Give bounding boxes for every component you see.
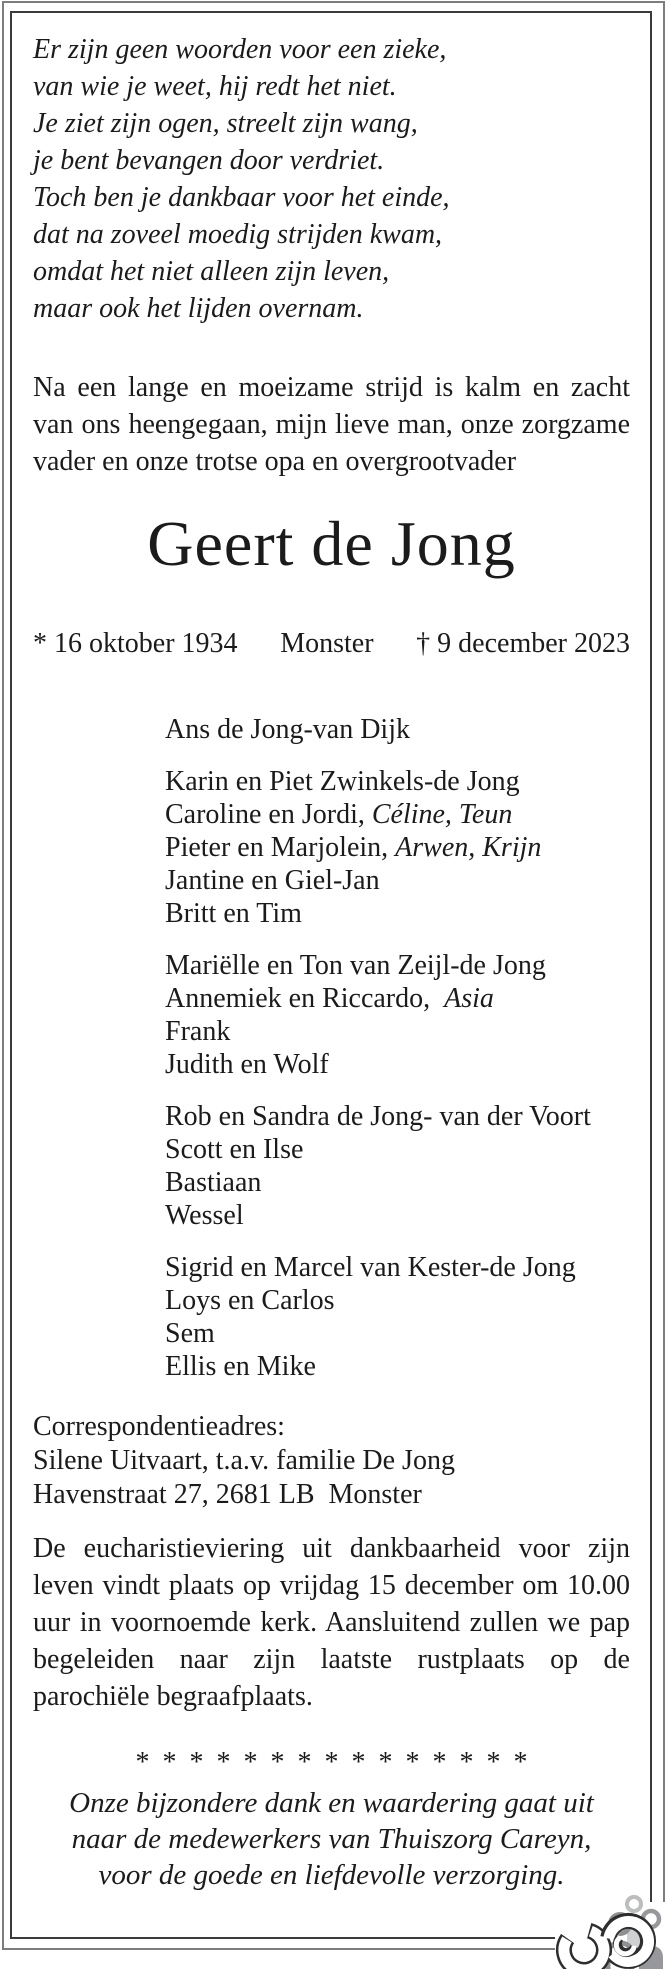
poem-line: maar ook het lijden overnam. (33, 293, 364, 324)
thanks-note (33, 1785, 630, 1893)
poem-line: je bent bevangen door verdriet. (33, 145, 385, 176)
family-member-names: Judith en Wolf (165, 1049, 329, 1080)
family-member-italic-names: Arwen, Krijn (395, 832, 542, 863)
family-member-line (165, 1166, 630, 1199)
family-member-line (165, 1251, 630, 1284)
correspondence-line: Havenstraat 27, 2681 LB Monster (33, 1479, 422, 1510)
family-group (165, 949, 630, 1081)
family-member-names: Jantine en Giel-Jan (165, 865, 380, 896)
correspondence-label: Correspondentieadres: (33, 1411, 285, 1442)
obituary-content (33, 11, 630, 1893)
family-member-line (165, 982, 630, 1015)
death-date: † 9 december 2023 (416, 628, 630, 659)
family-member-line (165, 1100, 630, 1133)
poem-line: dat na zoveel moedig strijden kwam, (33, 219, 443, 250)
poem-line: Je ziet zijn ogen, streelt zijn wang, (33, 108, 418, 139)
birth-death-dates-line (33, 625, 630, 662)
family-member-line (165, 897, 630, 930)
family-member-line (165, 864, 630, 897)
family-member-line (165, 831, 630, 864)
family-member-names: Scott en Ilse (165, 1134, 304, 1165)
family-group (165, 713, 630, 746)
family-group (165, 1251, 630, 1383)
birth-date: * 16 oktober 1934 (33, 628, 238, 659)
funeral-home-logo (551, 1866, 669, 1969)
family-member-line (165, 1048, 630, 1081)
family-member-names: Karin en Piet Zwinkels-de Jong (165, 766, 520, 797)
family-list (165, 713, 630, 1383)
family-member-line (165, 1133, 630, 1166)
family-member-names: Ellis en Mike (165, 1351, 316, 1382)
family-member-names: Sem (165, 1318, 215, 1349)
family-member-line (165, 1015, 630, 1048)
family-member-names: Rob en Sandra de Jong- van der Voort (165, 1101, 591, 1132)
family-member-italic-names: Céline, Teun (371, 799, 513, 830)
poem-line: Er zijn geen woorden voor een zieke, (33, 34, 447, 65)
family-member-names: Wessel (165, 1200, 244, 1231)
thanks-line: voor de goede en liefdevolle verzorging. (98, 1859, 565, 1891)
family-member-line (165, 798, 630, 831)
family-member-names: Loys en Carlos (165, 1285, 335, 1316)
thanks-line: naar de medewerkers van Thuiszorg Careyn, (71, 1823, 592, 1855)
family-member-line (165, 765, 630, 798)
ceremony-paragraph: De eucharistieviering uit dankbaarheid voor zijn leven vindt plaats op vrijdag 15 december om 10.00 uur in voornoemde kerk. Aansluitend zullen we pap begeleiden naar zijn laatste rustplaats op de parochiële begraafplaats. (33, 1533, 630, 1712)
family-member-line (165, 713, 630, 746)
family-member-line (165, 1350, 630, 1383)
family-group (165, 765, 630, 930)
place-name: Monster (280, 628, 374, 659)
poem-line: omdat het niet alleen zijn leven, (33, 256, 390, 287)
family-member-names: Frank (165, 1016, 231, 1047)
deceased-name: Geert de Jong (147, 508, 516, 579)
family-group (165, 1100, 630, 1232)
family-member-line (165, 1284, 630, 1317)
poem-line: Toch ben je dankbaar voor het einde, (33, 182, 450, 213)
family-member-names: Pieter en Marjolein, (165, 832, 396, 863)
family-member-line (165, 1199, 630, 1232)
opening-poem (33, 31, 630, 327)
family-member-names: Mariëlle en Ton van Zeijl-de Jong (165, 950, 546, 981)
family-member-names: Bastiaan (165, 1167, 262, 1198)
thanks-line: Onze bijzondere dank en waardering gaat uit (69, 1787, 594, 1819)
death-announcement-paragraph: Na een lange en moeizame strijd is kalm en zacht van ons heengegaan, mijn lieve man, onze zorgzame vader en onze trotse opa en overgrootvader (33, 372, 630, 477)
asterisk-separator: * * * * * * * * * * * * * * * (135, 1747, 528, 1778)
family-member-names: Ans de Jong-van Dijk (165, 714, 410, 745)
family-member-italic-names: Asia (444, 983, 494, 1014)
family-member-names: Caroline en Jordi, (165, 799, 372, 830)
family-member-names: Annemiek en Riccardo, (165, 983, 445, 1014)
correspondence-line: Silene Uitvaart, t.a.v. familie De Jong (33, 1445, 455, 1476)
family-member-names: Britt en Tim (165, 898, 302, 929)
poem-line: van wie je weet, hij redt het niet. (33, 71, 397, 102)
family-member-line (165, 949, 630, 982)
correspondence-address (33, 1410, 630, 1512)
family-member-names: Sigrid en Marcel van Kester-de Jong (165, 1252, 576, 1283)
family-member-line (165, 1317, 630, 1350)
